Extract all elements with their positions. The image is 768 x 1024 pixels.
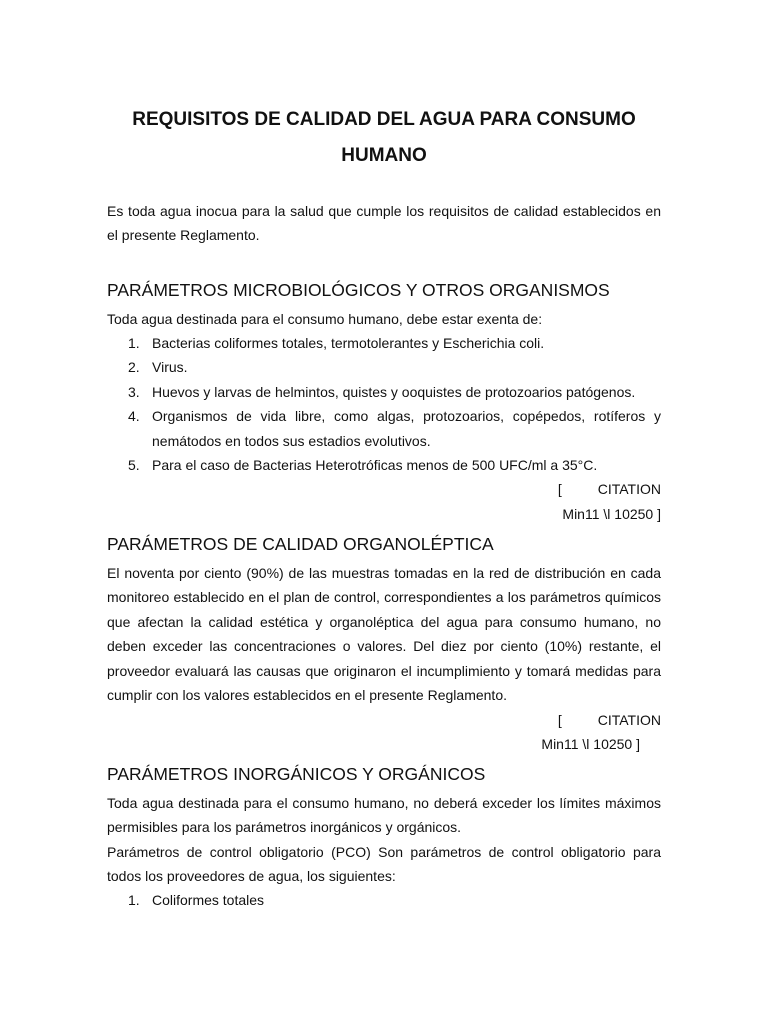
section-heading-microbiologicos: PARÁMETROS MICROBIOLÓGICOS Y OTROS ORGANISMOS — [107, 280, 610, 300]
document-title: REQUISITOS DE CALIDAD DEL AGUA PARA CONSUMO HUMANO — [132, 109, 636, 166]
list-item: 1. Bacterias coliformes totales, termotolerantes y Escherichia coli. — [128, 335, 545, 351]
inorganicos-paragraph: Toda agua destinada para el consumo humano, no deberá exceder los límites máximos permisibles para los parámetros inorgánicos y orgánicos. — [107, 795, 661, 836]
list-item: 3. Huevos y larvas de helmintos, quistes y ooquistes de protozoarios patógenos. — [128, 383, 636, 400]
section-lead: Toda agua destinada para el consumo humano, debe estar exenta de: — [107, 311, 543, 327]
citation-field: [ CITATION — [557, 712, 661, 728]
citation-reference: Min11 \l 10250 ] — [562, 506, 661, 522]
list-item: 5. Para el caso de Bacterias Heterotróficas menos de 500 UFC/ml a 35°C. — [128, 457, 598, 474]
list-item: 2. Virus. — [128, 359, 188, 376]
list-item: 4. Organismos de vida libre, como algas, protozoarios, copépedos, rotíferos y nemátodos en todos sus estadios evolutivos. — [128, 408, 661, 449]
organoleptica-paragraph: El noventa por ciento (90%) de las muestras tomadas en la red de distribución en cada monitoreo establecido en el plan de control, correspondientes a los parámetros químicos que afectan la calidad estética y organoléptica del agua para consumo humano, no deben exceder las concentraciones o valores. Del diez por ciento (10%) restante, el proveedor evaluará las causas que originaron el incumplimiento y tomará medidas para cumplir con los valores establecidos en el presente Reglamento. — [107, 565, 661, 704]
pco-list — [107, 888, 661, 912]
list-item: 1. Coliformes totales — [128, 892, 265, 908]
organisms-list — [107, 331, 661, 477]
citation-reference: Min11 \l 10250 ] — [541, 736, 640, 752]
section-heading-inorganicos: PARÁMETROS INORGÁNICOS Y ORGÁNICOS — [107, 764, 486, 784]
pco-paragraph: Parámetros de control obligatorio (PCO) Son parámetros de control obligatorio para todos los proveedores de agua, los siguientes: — [107, 844, 661, 885]
section-heading-organoleptica: PARÁMETROS DE CALIDAD ORGANOLÉPTICA — [107, 534, 494, 554]
citation-field: [ CITATION — [557, 481, 661, 497]
intro-paragraph: Es toda agua inocua para la salud que cumple los requisitos de calidad establecidos en el presente Reglamento. — [107, 203, 661, 244]
